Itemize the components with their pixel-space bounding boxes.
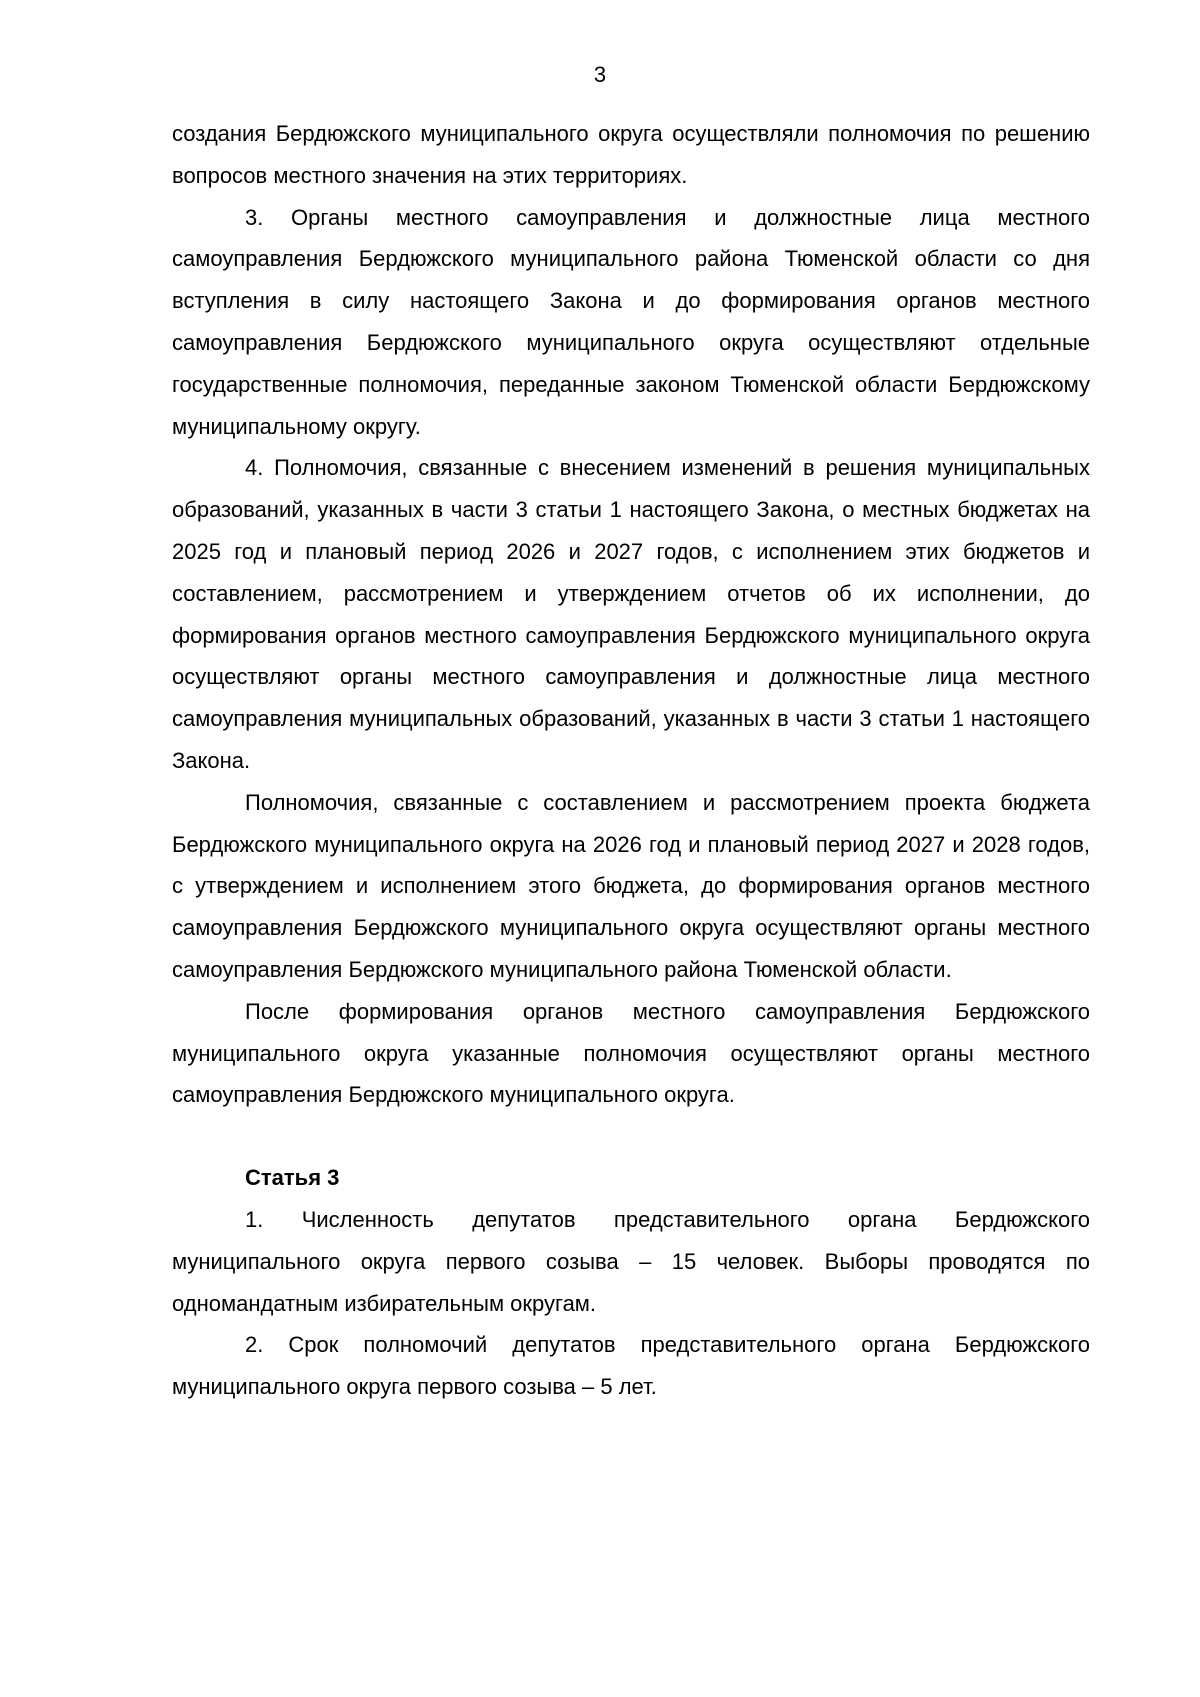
page-number: 3: [593, 62, 607, 87]
paragraph-part-4: 4. Полномочия, связанные с внесением изменений в решения муниципальных образований, указанных в части 3 статьи 1 настоящего Закона, о местных бюджетах на 2025 год и плановый период 2026 и 2027 годов, с исполнением этих бюджетов и составлением, рассмотрением и утверждением отчетов об их исполнении, до формирования органов местного самоуправления Бердюжского муниципального округа осуществляют органы местного самоуправления и должностные лица местного самоуправления муниципальных образований, указанных в части 3 статьи 1 настоящего Закона.: [172, 455, 1090, 773]
paragraph-after-formation: После формирования органов местного самоуправления Бердюжского муниципального округа указанные полномочия осуществляют органы местного самоуправления Бердюжского муниципального округа.: [172, 998, 1090, 1108]
document-body: [172, 113, 1090, 1408]
article-heading: Статья 3: [245, 1165, 340, 1191]
paragraph-article-3-part-2: 2. Срок полномочий депутатов представительного органа Бердюжского муниципального округа первого созыва – 5 лет.: [172, 1332, 1090, 1400]
paragraph-part-3: 3. Органы местного самоуправления и должностные лица местного самоуправления Бердюжского муниципального района Тюменской области со дня вступления в силу настоящего Закона и до формирования органов местного самоуправления Бердюжского муниципального округа осуществляют отдельные государственные полномочия, переданные законом Тюменской области Бердюжскому муниципальному округу.: [172, 204, 1090, 439]
paragraph-budget-powers: Полномочия, связанные с составлением и рассмотрением проекта бюджета Бердюжского муниципального округа на 2026 год и плановый период 2027 и 2028 годов, с утверждением и исполнением этого бюджета, до формирования органов местного самоуправления Бердюжского муниципального округа осуществляют органы местного самоуправления Бердюжского муниципального района Тюменской области.: [172, 789, 1090, 982]
paragraph-continuation: создания Бердюжского муниципального округа осуществляли полномочия по решению вопросов местного значения на этих территориях.: [172, 121, 1090, 188]
paragraph-article-3-part-1: 1. Численность депутатов представительного органа Бердюжского муниципального округа первого созыва – 15 человек. Выборы проводятся по одномандатным избирательным округам.: [172, 1206, 1090, 1316]
